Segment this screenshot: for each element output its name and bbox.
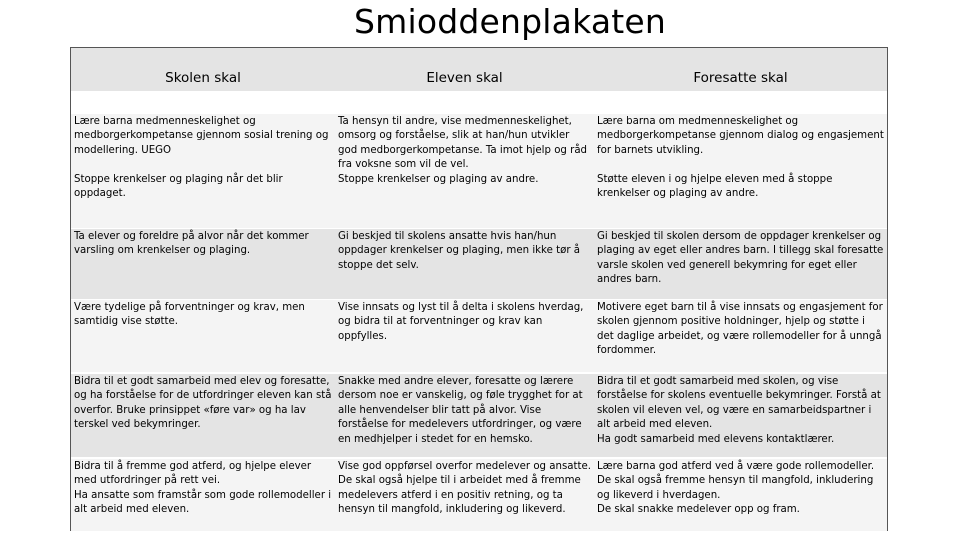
row4-school: Bidra til et godt samarbeid med elev og foresatte, og ha forståelse for de utfordringer eleven kan stå overfor. Bruke prinsippet «føre var» og ha lav terskel ved bekymringer. [74,376,332,431]
header-student: Eleven skal [426,70,503,86]
row2-student: Gi beskjed til skolens ansatte hvis han/hun oppdager krenkelser og plaging, men ikke tør å stoppe det selv. [338,231,580,271]
table-row [71,300,887,372]
row1-student: Ta hensyn til andre, vise medmenneskelighet, omsorg og forståelse, slik at han/hun utvikler god medborgerkompetanse. Ta imot hjelp og råd fra voksne som vil de vel. Stoppe krenkelser og plaging av andre. [338,116,588,185]
header-parents: Foresatte skal [693,70,788,86]
row5-school: Bidra til å fremme god atferd, og hjelpe elever med utfordringer på rett vei. Ha ansatte som framstår som gode rollemodeller i alt arbeid med eleven. [74,461,332,516]
page-title: Smioddenplakaten [353,2,666,41]
table-row [71,114,887,228]
header-row [71,48,887,91]
header-school: Skolen skal [165,70,241,86]
row5-parents: Lære barna god atferd ved å være gode rollemodeller. De skal også fremme hensyn til mangfold, inkludering og likeverd i hverdagen. De skal snakke medelever opp og fram. [597,461,875,516]
table-row [71,459,887,531]
row5-student: Vise god oppførsel overfor medelever og ansatte. De skal også hjelpe til i arbeidet med å fremme medelevers atferd i en positiv retning, og ta hensyn til mangfold, inkludering og likeverd. [338,461,592,516]
row1-parents: Lære barna om medmenneskelighet og medborgerkompetanse gjennom dialog og engasjement for barnets utvikling. Støtte eleven i og hjelpe eleven med å stoppe krenkelser og plaging av andre. [597,116,884,200]
poster-table [70,47,888,531]
row4-student: Snakke med andre elever, foresatte og lærere dersom noe er vanskelig, og føle trygghet for at alle henvendelser blir tatt på alvor. Vise forståelse for medelevers utfordringer, og være en medhjelper i stedet for en hemsko. [338,376,583,445]
row3-school: Være tydelige på forventninger og krav, men samtidig vise støtte. [74,302,305,328]
row4-parents: Bidra til et godt samarbeid med skolen, og vise forståelse for skolens eventuelle bekymringer. Forstå at skolen vil eleven vel, og være en samarbeidspartner i alt arbeid med eleven. Ha godt samarbeid med elevens kontaktlærer. [597,376,881,445]
row2-school: Ta elever og foreldre på alvor når det kommer varsling om krenkelser og plaging. [74,231,309,257]
table-row [71,229,887,299]
row2-parents: Gi beskjed til skolen dersom de oppdager krenkelser og plaging av eget eller andres barn. I tillegg skal foresatte varsle skolen ved generell bekymring for eget eller andres barn. [597,231,884,286]
row3-student: Vise innsats og lyst til å delta i skolens hverdag, og bidra til at forventninger og krav kan oppfylles. [338,302,584,342]
row3-parents: Motivere eget barn til å vise innsats og engasjement for skolen gjennom positive holdninger, hjelp og støtte i det daglige arbeidet, og være rollemodeller for å unngå fordommer. [597,302,883,357]
table-row [71,374,887,457]
row1-school: Lære barna medmenneskelighet og medborgerkompetanse gjennom sosial trening og modellering. UEGO Stoppe krenkelser og plaging når det blir oppdaget. [74,116,329,200]
